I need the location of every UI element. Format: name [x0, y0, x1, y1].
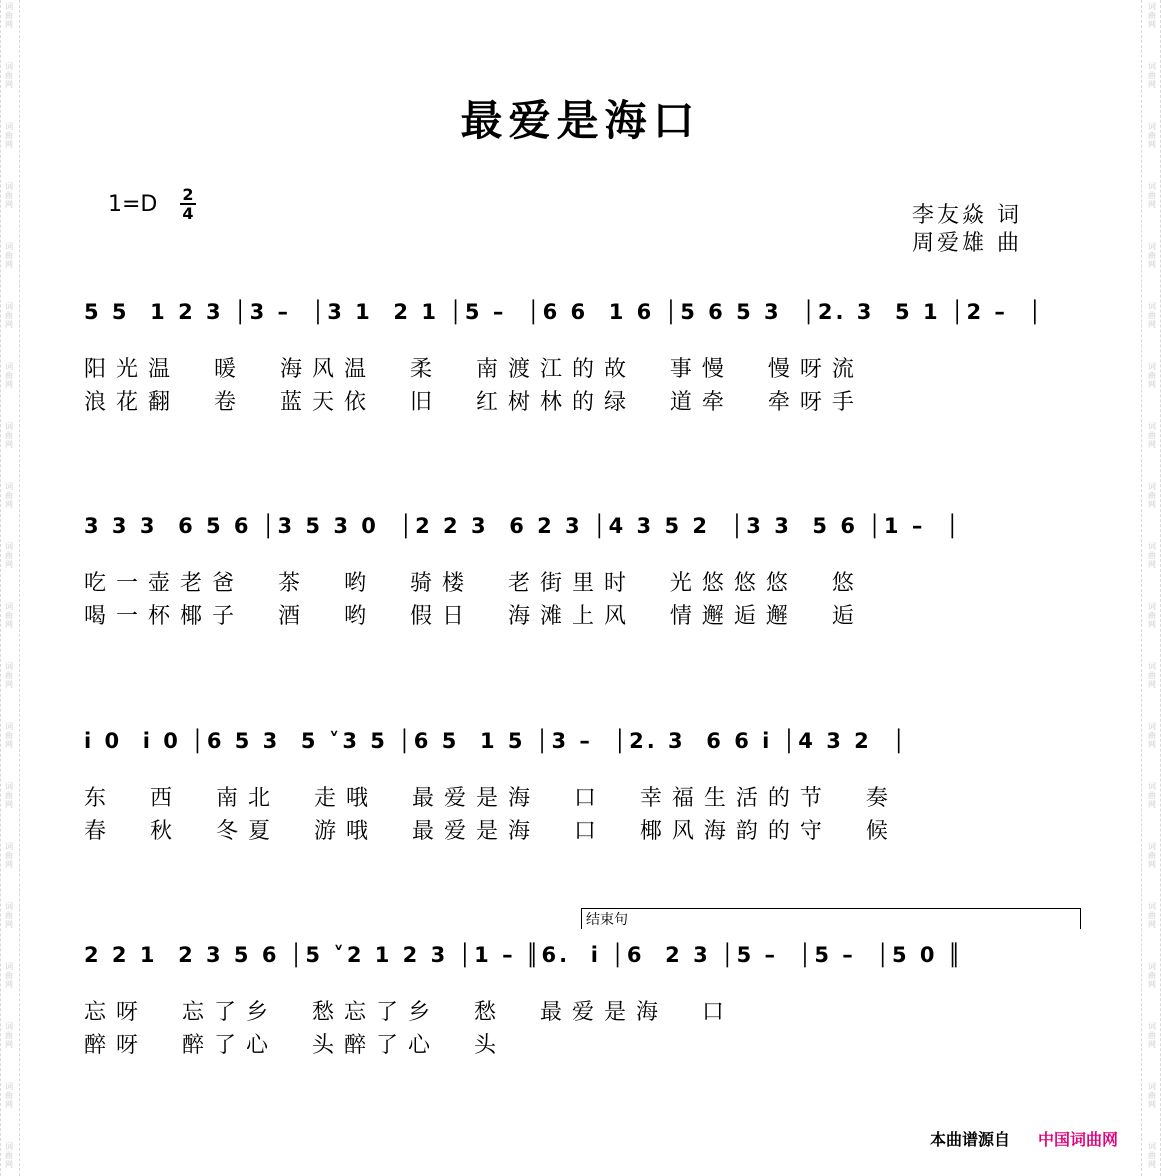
watermark-text: 词 曲 网 [1148, 602, 1156, 629]
watermark-text: 词 曲 网 [5, 242, 13, 269]
watermark-text: 词 曲 网 [5, 422, 13, 449]
watermark-text: 词 曲 网 [5, 122, 13, 149]
watermark-text: 词 曲 网 [1148, 182, 1156, 209]
lyric-line-4-verse-2: 醉呀 醉了心 头醉了心 头 [84, 1033, 506, 1058]
lyric-line-4-verse-1: 忘呀 忘了乡 愁忘了乡 愁 最爱是海 口 [84, 1000, 734, 1025]
watermark-text: 词 曲 网 [5, 62, 13, 89]
key-signature: 1=D [108, 192, 158, 217]
source-label: 本曲谱源自 [930, 1130, 1011, 1149]
watermark-text: 词 曲 网 [1148, 62, 1156, 89]
watermark-text: 词 曲 网 [5, 302, 13, 329]
watermark-text: 词 曲 网 [5, 182, 13, 209]
watermark-text: 词 曲 网 [1148, 302, 1156, 329]
notation-line-4: 2 2 1 2 3 5 6 │5 ˅2 1 2 3 │1 – ║6. i │6 2 3 │5 – │5 – │5 0 ║ [84, 943, 964, 967]
time-signature [178, 186, 198, 222]
watermark-text: 词 曲 网 [1148, 542, 1156, 569]
watermark-text: 词 曲 网 [5, 842, 13, 869]
lyricist-credit: 李友焱 词 [912, 203, 1022, 228]
left-watermark-strip [0, 0, 20, 1176]
watermark-text: 词 曲 网 [1148, 122, 1156, 149]
notation-line-1: 5 5 1 2 3 │3 – │3 1 2 1 │5 – │6 6 1 6 │5 6 5 3 │2. 3 5 1 │2 – │ [84, 300, 1045, 324]
lyric-line-1-verse-2: 浪花翻 卷 蓝天依 旧 红树林的绿 道牵 牵呀手 [84, 390, 864, 415]
notation-line-2: 3 3 3 6 5 6 │3 5 3 0 │2 2 3 6 2 3 │4 3 5 2 │3 3 5 6 │1 – │ [84, 514, 962, 538]
watermark-text: 词 曲 网 [1148, 362, 1156, 389]
watermark-text: 词 曲 网 [1148, 782, 1156, 809]
watermark-text: 词 曲 网 [5, 362, 13, 389]
time-sig-top: 2 [182, 185, 194, 204]
watermark-text: 词 曲 网 [1148, 1142, 1156, 1169]
watermark-text: 词 曲 网 [5, 2, 13, 29]
ending-bracket [581, 908, 1081, 929]
watermark-text: 词 曲 网 [1148, 1022, 1156, 1049]
watermark-text: 词 曲 网 [5, 782, 13, 809]
watermark-text: 词 曲 网 [5, 662, 13, 689]
watermark-text: 词 曲 网 [5, 542, 13, 569]
watermark-text: 词 曲 网 [5, 722, 13, 749]
watermark-text: 词 曲 网 [5, 602, 13, 629]
watermark-text: 词 曲 网 [1148, 1082, 1156, 1109]
song-title: 最爱是海口 [460, 96, 701, 145]
watermark-text: 词 曲 网 [5, 482, 13, 509]
watermark-text: 词 曲 网 [5, 1082, 13, 1109]
watermark-text: 词 曲 网 [1148, 662, 1156, 689]
watermark-text: 词 曲 网 [5, 962, 13, 989]
composer-credit: 周爱雄 曲 [912, 231, 1022, 256]
watermark-text: 词 曲 网 [5, 1022, 13, 1049]
lyric-line-2-verse-1: 吃一壶老爸 茶 哟 骑楼 老街里时 光悠悠悠 悠 [84, 571, 864, 596]
lyric-line-3-verse-1: 东 西 南北 走哦 最爱是海 口 幸福生活的节 奏 [84, 786, 898, 811]
source-site-link[interactable]: 中国词曲网 [1038, 1130, 1119, 1149]
watermark-text: 词 曲 网 [1148, 902, 1156, 929]
notation-line-3: i 0 i 0 │6 5 3 5 ˅3 5 │6 5 1 5 │3 – │2. 3 6 6 i │4 3 2 │ [84, 729, 908, 753]
watermark-text: 词 曲 网 [5, 1142, 13, 1169]
lyric-line-1-verse-1: 阳光温 暖 海风温 柔 南渡江的故 事慢 慢呀流 [84, 357, 864, 382]
watermark-text: 词 曲 网 [1148, 422, 1156, 449]
right-watermark-strip [1141, 0, 1161, 1176]
ending-label: 结束句 [586, 912, 628, 928]
time-sig-bottom: 4 [182, 204, 194, 223]
watermark-text: 词 曲 网 [1148, 2, 1156, 29]
watermark-text: 词 曲 网 [1148, 722, 1156, 749]
watermark-text: 词 曲 网 [1148, 242, 1156, 269]
watermark-text: 词 曲 网 [1148, 482, 1156, 509]
lyric-line-2-verse-2: 喝一杯椰子 酒 哟 假日 海滩上风 情邂逅邂 逅 [84, 604, 864, 629]
watermark-text: 词 曲 网 [5, 902, 13, 929]
watermark-text: 词 曲 网 [1148, 962, 1156, 989]
lyric-line-3-verse-2: 春 秋 冬夏 游哦 最爱是海 口 椰风海韵的守 候 [84, 819, 898, 844]
watermark-text: 词 曲 网 [1148, 842, 1156, 869]
